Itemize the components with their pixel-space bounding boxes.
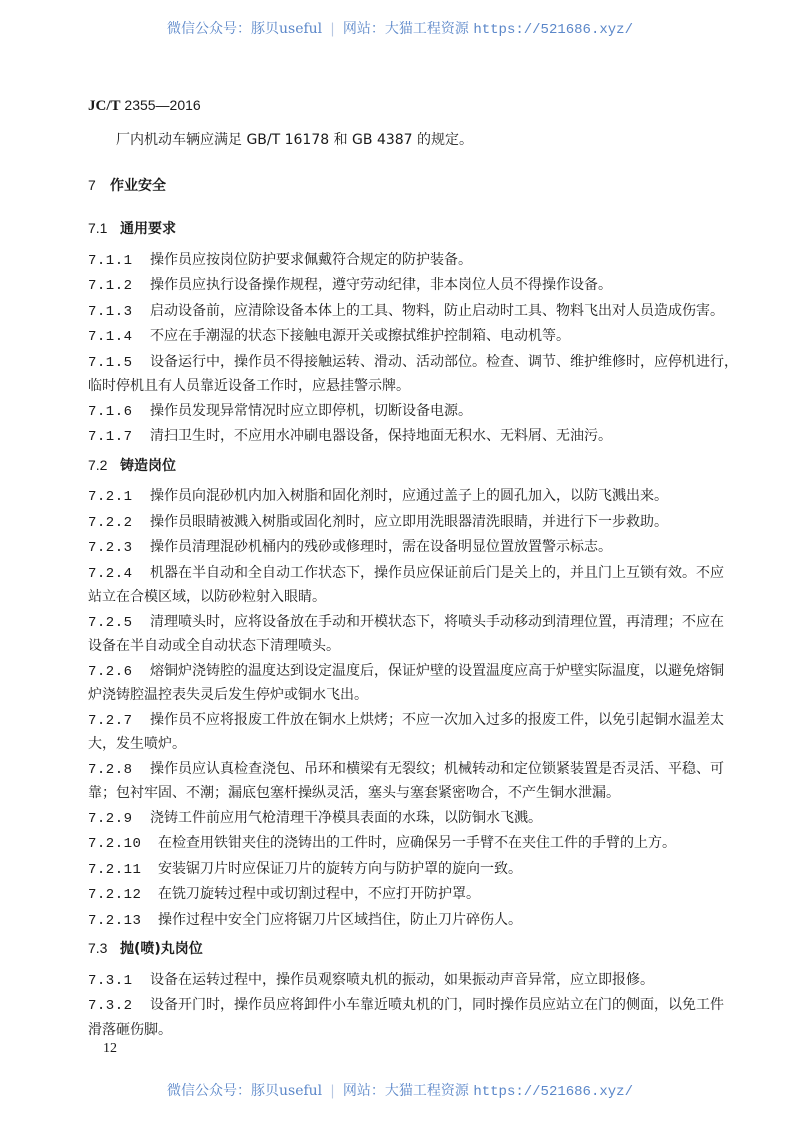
- clause-number: 7.1.1: [88, 252, 133, 269]
- clause-text: 安装锯刀片时应保证刀片的旋转方向与防护罩的旋向一致。: [158, 860, 522, 877]
- clause-number: 7.2.5: [88, 614, 133, 631]
- clause-text: 操作员向混砂机内加入树脂和固化剂时，应通过盖子上的圆孔加入，以防飞溅出来。: [150, 488, 668, 504]
- clause-text: 清扫卫生时，不应用水冲刷电器设备，保持地面无积水、无料屑、无油污。: [150, 428, 612, 444]
- section-number: 7.3: [88, 940, 108, 956]
- clause-number: 7.1.7: [88, 429, 133, 445]
- document-body: [88, 129, 738, 1043]
- clause-text: 操作过程中安全门应将锯刀片区域挡住，防止刀片碎伤人。: [158, 911, 522, 928]
- watermark-separator: |: [330, 1083, 335, 1099]
- intro-paragraph: 厂内机动车辆应满足 GB/T 16178 和 GB 4387 的规定。: [116, 132, 474, 148]
- watermark-site: 网站：大猫工程资源: [342, 21, 469, 37]
- clause-paragraph: [88, 832, 728, 857]
- clause-text: 操作员发现异常情况时应立即停机，切断设备电源。: [150, 402, 472, 419]
- clause-number: 7.1.2: [88, 278, 133, 294]
- chapter-heading: [88, 174, 728, 199]
- clause-line: [88, 274, 728, 299]
- clause-number: 7.1.5: [88, 354, 133, 371]
- clause-line: [88, 425, 728, 450]
- clause-text: 启动设备前，应清除设备本体上的工具、物料，防止启动时工具、物料飞出对人员造成伤害。: [150, 302, 724, 319]
- clause-text: 操作员不应将报废工件放在铜水上烘烤；不应一次加入过多的报废工件，以免引起铜水温差太: [150, 711, 724, 728]
- clause-paragraph: [88, 274, 728, 299]
- clause-paragraph: [88, 325, 728, 350]
- section-title: 铸造岗位: [120, 457, 176, 474]
- page-number: 12: [103, 1041, 117, 1056]
- chapter-title: 作业安全: [110, 177, 166, 194]
- clause-number: 7.2.7: [88, 712, 133, 729]
- clause-text: 操作员清理混砂机桶内的残砂或修理时，需在设备明显位置放置警示标志。: [150, 539, 612, 555]
- clause-paragraph: [88, 536, 728, 561]
- clause-paragraph: [88, 969, 728, 994]
- section-heading: [88, 937, 728, 962]
- clause-text: 大，发生喷炉。: [88, 736, 186, 752]
- clause-paragraph: [88, 883, 728, 908]
- watermark-url: https://521686.xyz/: [473, 1084, 633, 1100]
- clause-paragraph: [88, 758, 728, 806]
- clause-paragraph: [88, 909, 728, 934]
- clause-text: 清理喷头时，应将设备放在手动和开模状态下，将喷头手动移动到清理位置，再清理；不应在: [150, 613, 724, 630]
- clause-text: 操作员应执行设备操作规程，遵守劳动纪律，非本岗位人员不得操作设备。: [150, 277, 612, 293]
- clause-line: [88, 351, 738, 376]
- section-number: 7.2: [88, 456, 108, 473]
- clause-text: 临时停机且有人员靠近设备工作时，应悬挂警示牌。: [88, 378, 410, 394]
- section-title: 抛(喷)丸岗位: [120, 941, 203, 957]
- clause-paragraph: [88, 709, 728, 757]
- clause-text: 滑落砸伤脚。: [88, 1021, 172, 1038]
- clause-line: [88, 684, 728, 708]
- clause-number: 7.1.6: [88, 403, 133, 420]
- clause-number: 7.2.9: [88, 810, 133, 827]
- clause-line: [88, 400, 728, 425]
- clause-number: 7.3.2: [88, 998, 133, 1014]
- clause-text: 设备运行中，操作员不得接触运转、滑动、活动部位。检查、调节、维护维修时，应停机进行，: [150, 353, 738, 370]
- clause-line: [88, 909, 728, 934]
- watermark-wechat: 微信公众号：豚贝useful: [167, 21, 323, 37]
- clause-line: [88, 325, 728, 350]
- clause-line: [88, 586, 728, 610]
- clause-text: 设备开门时，操作员应将卸件小车靠近喷丸机的门，同时操作员应站立在门的侧面，以免工件: [150, 997, 724, 1013]
- clause-paragraph: [88, 611, 728, 659]
- clause-text: 靠；包衬牢固、不潮；漏底包塞杆操纵灵活，塞头与塞套紧密吻合，不产生铜水泄漏。: [88, 785, 620, 801]
- clause-number: 7.2.2: [88, 514, 133, 531]
- section-title: 通用要求: [120, 221, 176, 237]
- section-heading: [88, 454, 728, 479]
- clause-number: 7.1.4: [88, 329, 133, 345]
- clause-paragraph: [88, 485, 728, 510]
- clause-paragraph: [88, 562, 728, 610]
- clause-text: 在检查用铁钳夹住的浇铸出的工件时，应确保另一手臂不在夹住工件的手臂的上方。: [158, 835, 676, 851]
- clause-line: [88, 536, 728, 561]
- clause-line: [88, 249, 728, 274]
- clause-text: 浇铸工件前应用气枪清理干净模具表面的水珠，以防铜水飞溅。: [150, 809, 542, 826]
- clause-text: 站立在合模区域，以防砂粒射入眼睛。: [88, 589, 326, 605]
- clause-text: 操作员眼睛被溅入树脂或固化剂时，应立即用洗眼器清洗眼睛，并进行下一步救助。: [150, 513, 668, 530]
- clause-line: [88, 1019, 728, 1043]
- watermark-wechat: 微信公众号：豚贝useful: [167, 1083, 323, 1099]
- clause-number: 7.2.1: [88, 489, 133, 505]
- watermark-separator: |: [330, 21, 335, 37]
- clause-number: 7.2.11: [88, 861, 142, 878]
- clause-paragraph: [88, 807, 728, 832]
- clause-paragraph: [88, 660, 728, 708]
- clause-line: [88, 485, 728, 510]
- clause-number: 7.2.8: [88, 761, 133, 778]
- clause-text: 机器在半自动和全自动工作状态下，操作员应保证前后门是关上的，并且门上互锁有效。不应: [150, 564, 724, 581]
- clause-line: [88, 883, 728, 908]
- clause-number: 7.2.12: [88, 887, 142, 903]
- clause-line: [88, 969, 728, 994]
- clause-number: 7.2.10: [88, 836, 142, 852]
- clause-line: [88, 733, 728, 757]
- clause-paragraph: [88, 858, 728, 883]
- clause-number: 7.1.3: [88, 303, 133, 320]
- clause-line: [88, 300, 728, 325]
- clause-line: [88, 807, 728, 832]
- clause-number: 7.2.6: [88, 663, 133, 680]
- clause-line: [88, 832, 728, 857]
- clause-text: 设备在半自动或全自动状态下清理喷头。: [88, 638, 340, 654]
- clause-text: 设备在运转过程中，操作员观察喷丸机的振动，如果振动声音异常，应立即报修。: [150, 971, 654, 988]
- clause-paragraph: [88, 249, 728, 274]
- standard-code-number: 2355—2016: [124, 97, 201, 113]
- clause-line: [88, 994, 728, 1019]
- clause-line: [88, 660, 728, 685]
- clause-line: [88, 635, 728, 659]
- clause-text: 炉浇铸腔温控表失灵后发生停炉或铜水飞出。: [88, 687, 368, 703]
- clause-number: 7.2.3: [88, 540, 133, 556]
- chapter-number: 7: [88, 176, 96, 193]
- section-number: 7.1: [88, 220, 108, 236]
- clause-text: 操作员应认真检查浇包、吊环和横梁有无裂纹；机械转动和定位锁紧装置是否灵活、平稳、可: [150, 760, 724, 777]
- standard-code: [88, 97, 201, 115]
- clause-number: 7.2.4: [88, 565, 133, 582]
- clause-text: 在铣刀旋转过程中或切割过程中，不应打开防护罩。: [158, 886, 480, 902]
- clause-paragraph: [88, 351, 738, 399]
- watermark-top: [0, 18, 800, 38]
- section-heading: [88, 217, 728, 242]
- clause-paragraph: [88, 994, 728, 1042]
- clause-line: [88, 562, 728, 587]
- watermark-bottom: [0, 1080, 800, 1100]
- clause-text: 操作员应按岗位防护要求佩戴符合规定的防护装备。: [150, 251, 472, 268]
- clause-paragraph: [88, 300, 728, 325]
- watermark-site: 网站：大猫工程资源: [342, 1083, 469, 1099]
- clause-paragraph: [88, 400, 728, 425]
- clause-line: [88, 858, 728, 883]
- clause-line: [88, 758, 728, 783]
- clause-number: 7.2.13: [88, 912, 142, 929]
- clause-paragraph: [88, 511, 728, 536]
- clause-line: [88, 611, 728, 636]
- clause-text: 不应在手潮湿的状态下接触电源开关或擦拭维护控制箱、电动机等。: [150, 328, 570, 344]
- clause-text: 熔铜炉浇铸腔的温度达到设定温度后，保证炉壁的设置温度应高于炉壁实际温度，以避免熔铜: [150, 662, 724, 679]
- clause-line: [88, 511, 728, 536]
- clause-paragraph: [88, 425, 728, 450]
- clause-line: [88, 782, 728, 806]
- clause-line: [88, 709, 728, 734]
- standard-code-prefix: JC/T: [88, 98, 121, 114]
- clause-number: 7.3.1: [88, 972, 133, 989]
- watermark-url: https://521686.xyz/: [473, 22, 633, 38]
- clause-line: [88, 375, 728, 399]
